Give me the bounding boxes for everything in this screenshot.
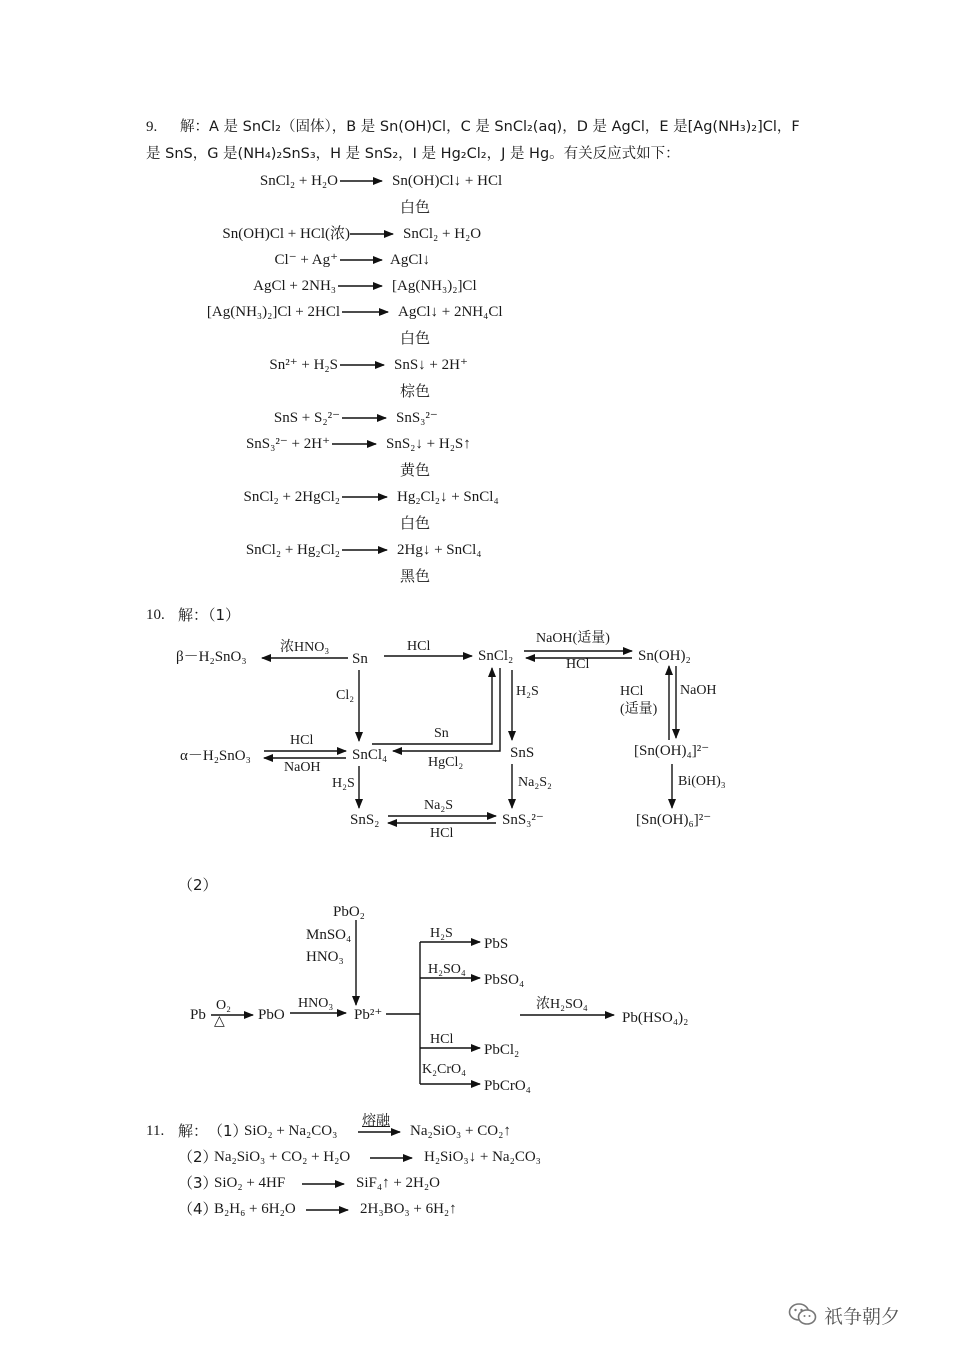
node-sn-oh-2: Sn(OH)₂ xyxy=(638,648,691,664)
reagent-h2s: H₂S xyxy=(430,926,453,941)
reagent-k2cro4: K₂CrO₄ xyxy=(422,1062,466,1077)
reaction-right: Sn(OH)Cl↓ + HCl xyxy=(392,173,503,189)
reagent-sn: Sn xyxy=(434,726,449,741)
reaction-right: AgCl↓ xyxy=(390,252,431,268)
reaction-right: SnS↓ + 2H⁺ xyxy=(394,357,468,373)
reagent-hgcl2: HgCl₂ xyxy=(428,755,464,770)
equation-index: （3） xyxy=(178,1174,218,1192)
reagent-cl2: Cl₂ xyxy=(336,688,355,703)
node-pb2plus: Pb²⁺ xyxy=(354,1007,383,1023)
precipitate-color-note: 白色 xyxy=(400,514,431,532)
q10-part2-label: （2） xyxy=(178,876,218,894)
equation-index: （2） xyxy=(178,1148,218,1166)
q9-number: 9. xyxy=(146,119,158,135)
reaction-right: SnCl₂ + H₂O xyxy=(403,226,482,242)
reagent-o2: O₂ xyxy=(216,998,231,1013)
node-sn-oh-4: [Sn(OH)₄]²⁻ xyxy=(634,743,710,759)
node-sncl4: SnCl₄ xyxy=(352,747,388,763)
node-sncl2: SnCl₂ xyxy=(478,648,514,664)
reaction-left: SnS + S₂²⁻ xyxy=(273,410,340,426)
arrow-sncl4-to-sncl2 xyxy=(372,668,492,744)
reagent-hcl: HCl xyxy=(407,639,431,654)
wechat-icon xyxy=(788,1302,818,1328)
reagent-hcl-limited: (适量) xyxy=(620,702,658,717)
reaction-left: Sn(OH)Cl + HCl(浓) xyxy=(222,226,350,242)
reagent-mnso4: MnSO₄ xyxy=(306,927,352,943)
reaction-right: Hg₂Cl₂↓ + SnCl₄ xyxy=(397,489,499,505)
equation-right: 2H₃BO₃ + 6H₂↑ xyxy=(360,1201,457,1217)
precipitate-color-note: 黄色 xyxy=(400,461,431,479)
precipitate-color-note: 棕色 xyxy=(400,382,431,400)
reagent-hcl-b: HCl xyxy=(430,826,454,841)
reaction-left: [Ag(NH₃)₂]Cl + 2HCl xyxy=(206,304,340,320)
reaction-left: SnCl₂ + H₂O xyxy=(259,173,338,189)
node-sns: SnS xyxy=(510,745,535,761)
precipitate-color-note: 黑色 xyxy=(400,567,431,585)
reagent-na2s: Na₂S xyxy=(424,798,453,813)
reaction-left: AgCl + 2NH₃ xyxy=(253,278,336,294)
equation-left: SiO₂ + 4HF xyxy=(214,1175,286,1191)
precipitate-color-note: 白色 xyxy=(400,329,431,347)
reagent-hno3: HNO₃ xyxy=(298,996,334,1011)
reagent-hcl-back: HCl xyxy=(566,657,590,672)
reagent-bi-oh-3: Bi(OH)₃ xyxy=(678,774,726,789)
reaction-right: AgCl↓ + 2NH₄Cl xyxy=(398,304,503,320)
node-pbcl2: PbCl₂ xyxy=(484,1042,520,1058)
heat-symbol: △ xyxy=(214,1014,225,1029)
reagent-h2s: H₂S xyxy=(516,684,539,699)
watermark xyxy=(788,1300,938,1330)
reagent-na2s2: Na₂S₂ xyxy=(518,775,552,790)
equation-left: B₂H₆ + 6H₂O xyxy=(214,1201,296,1217)
reagent-conc-h2so4: 浓H₂SO₄ xyxy=(536,997,588,1012)
reagent-h2s-b: H₂S xyxy=(332,776,355,791)
q11-heading: 解： xyxy=(178,1122,209,1140)
reaction-right: SnS₂↓ + H₂S↑ xyxy=(386,436,471,452)
precipitate-color-note: 白色 xyxy=(400,198,431,216)
node-sns2: SnS₂ xyxy=(350,812,380,828)
reagent-hcl-alpha: HCl xyxy=(290,733,314,748)
node-pb-hso4-2: Pb(HSO₄)₂ xyxy=(622,1010,689,1026)
equation-right: SiF₄↑ + 2H₂O xyxy=(356,1175,440,1191)
equation-index: （4） xyxy=(178,1200,218,1218)
node-sn-oh-6: [Sn(OH)₆]²⁻ xyxy=(636,812,712,828)
reaction-left: SnS₃²⁻ + 2H⁺ xyxy=(245,436,330,452)
q10-heading: 解：（1） xyxy=(178,606,241,624)
node-pb: Pb xyxy=(190,1007,206,1023)
reaction-condition: 熔融 xyxy=(362,1114,390,1129)
node-pbs: PbS xyxy=(484,936,509,952)
equation-right: H₂SiO₃↓ + Na₂CO₃ xyxy=(424,1149,541,1165)
reaction-left: SnCl₂ + Hg₂Cl₂ xyxy=(245,542,340,558)
q10-number: 10. xyxy=(146,607,165,623)
node-sns3: SnS₃²⁻ xyxy=(502,812,544,828)
reagent-conc-hno3: 浓HNO₃ xyxy=(280,640,330,655)
node-alpha-h2sno3: α－H₂SnO₃ xyxy=(180,748,251,764)
node-pbso4: PbSO₄ xyxy=(484,972,525,988)
q11-number: 11. xyxy=(146,1123,165,1139)
equation-right: Na₂SiO₃ + CO₂↑ xyxy=(410,1123,511,1139)
reaction-right: [Ag(NH₃)₂]Cl xyxy=(392,278,477,294)
watermark-text: 祇争朝夕 xyxy=(824,1306,901,1328)
equation-left: SiO₂ + Na₂CO₃ xyxy=(244,1123,338,1139)
reaction-right: SnS₃²⁻ xyxy=(396,410,438,426)
node-pbcro4: PbCrO₄ xyxy=(484,1078,531,1094)
reagent-hno3-top: HNO₃ xyxy=(306,949,344,965)
reagent-naoh-alpha: NaOH xyxy=(284,760,321,775)
node-pbo: PbO xyxy=(258,1007,285,1023)
reaction-left: SnCl₂ + 2HgCl₂ xyxy=(243,489,340,505)
equation-index: （1） xyxy=(208,1122,248,1140)
equation-left: Na₂SiO₃ + CO₂ + H₂O xyxy=(214,1149,351,1165)
node-beta-h2sno3: β－H₂SnO₃ xyxy=(176,649,247,665)
q9-intro-line2: 是 SnS，G 是(NH₄)₂SnS₃，H 是 SnS₂，I 是 Hg₂Cl₂，J 是 Hg。有关反应式如下： xyxy=(146,146,680,162)
reagent-hcl: HCl xyxy=(430,1032,454,1047)
reaction-right: 2Hg↓ + SnCl₄ xyxy=(397,542,482,558)
q9-intro-line1: 解：A 是 SnCl₂（固体），B 是 Sn(OH)Cl，C 是 SnCl₂(aq)，D 是 AgCl，E 是[Ag(NH₃)₂]Cl，F xyxy=(180,119,800,135)
reagent-hcl-up: HCl xyxy=(620,684,644,699)
node-pbo2: PbO₂ xyxy=(333,904,365,920)
reaction-left: Cl⁻ + Ag⁺ xyxy=(274,252,338,268)
reagent-h2so4: H₂SO₄ xyxy=(428,962,466,977)
reagent-naoh-limited: NaOH(适量) xyxy=(536,631,610,646)
reaction-left: Sn²⁺ + H₂S xyxy=(269,357,338,373)
node-sn: Sn xyxy=(352,651,368,667)
reagent-naoh-down: NaOH xyxy=(680,683,717,698)
